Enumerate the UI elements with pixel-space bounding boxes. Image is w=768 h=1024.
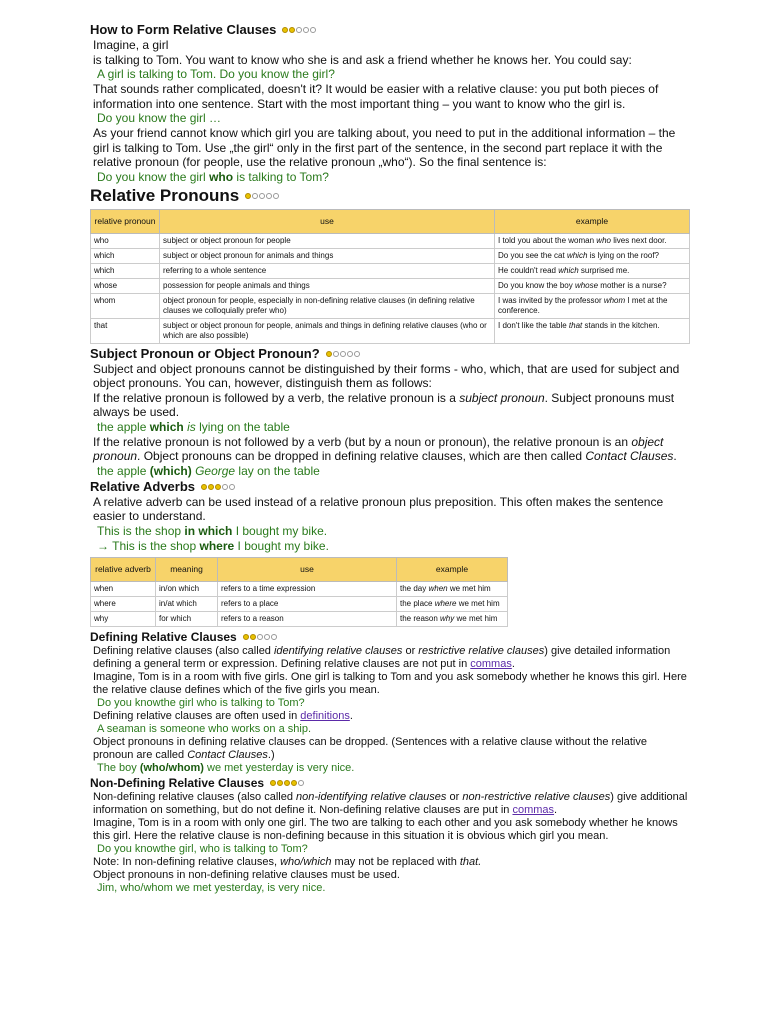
use-cell: object pronoun for people, especially in non-defining relative clauses (in defining relative clauses we colloquially prefer who) xyxy=(160,293,495,318)
table-header: use xyxy=(160,209,495,233)
example-cell: I told you about the woman who lives next door. xyxy=(495,233,690,248)
rating-dot-icon xyxy=(326,351,332,357)
paragraph: Imagine, Tom is in a room with five girls. One girl is talking to Tom and you ask somebody whether he knows this girl. Here the relative clause defines which of the five girls you mean. xyxy=(93,670,687,696)
paragraph: Object pronouns in non-defining relative clauses must be used. xyxy=(93,868,400,881)
table-header: relative pronoun xyxy=(91,209,160,233)
use-cell: referring to a whole sentence xyxy=(160,263,495,278)
rating-dot-icon xyxy=(208,484,214,490)
table-header: relative adverb xyxy=(91,557,156,581)
commas-link[interactable]: commas xyxy=(470,657,512,670)
heading-text: Relative Adverbs xyxy=(90,478,196,494)
pronoun-cell: that xyxy=(91,318,160,343)
difficulty-rating-icon xyxy=(326,351,360,357)
heading-text: Relative Pronouns xyxy=(90,185,240,205)
table-header: example xyxy=(495,209,690,233)
example-sentence: Do you know the girl … xyxy=(97,111,222,125)
rating-dot-icon xyxy=(271,634,277,640)
rating-dot-icon xyxy=(282,27,288,33)
example-cell: I don't like the table that stands in the kitchen. xyxy=(495,318,690,343)
rating-dot-icon xyxy=(252,193,258,199)
rating-dot-icon xyxy=(264,634,270,640)
table-header: meaning xyxy=(156,557,218,581)
example-sentence: Do you know the girl who is talking to Tom? xyxy=(97,169,329,184)
example-cell: the reason why we met him xyxy=(397,611,508,626)
rating-dot-icon xyxy=(266,193,272,199)
rating-dot-icon xyxy=(333,351,339,357)
pronoun-cell: which xyxy=(91,263,160,278)
rating-dot-icon xyxy=(229,484,235,490)
paragraph: Note: In non-defining relative clauses, who/which may not be replaced with that. xyxy=(93,855,482,868)
difficulty-rating-icon xyxy=(282,27,316,33)
section-title-subject-object xyxy=(90,346,690,362)
rating-dot-icon xyxy=(222,484,228,490)
rating-dot-icon xyxy=(250,634,256,640)
paragraph: Defining relative clauses are often used in definitions. xyxy=(93,709,353,722)
relative-adverbs-table xyxy=(90,557,508,627)
commas-link[interactable]: commas xyxy=(512,803,555,816)
example-sentence: A girl is talking to Tom. Do you know the girl? xyxy=(97,67,335,81)
example-sentence: A seaman is someone who works on a ship. xyxy=(97,722,312,735)
adverb-cell: where xyxy=(91,596,156,611)
paragraph: is talking to Tom. You want to know who she is and ask a friend whether he knows her. You could say: xyxy=(93,52,632,67)
rating-dot-icon xyxy=(201,484,207,490)
table-row xyxy=(91,278,690,293)
section-title-how-to-form xyxy=(90,22,690,38)
rating-dot-icon xyxy=(257,634,263,640)
rating-dot-icon xyxy=(310,27,316,33)
section-title-defining xyxy=(90,629,690,645)
table-header: example xyxy=(397,557,508,581)
adverb-cell: when xyxy=(91,581,156,596)
table-row xyxy=(91,263,690,278)
table-row xyxy=(91,611,508,626)
paragraph: Non-defining relative clauses (also called non-identifying relative clauses or non-restrictive relative clauses) give additional information on something, but do not define it. Non-defining relative clauses are put in commas. xyxy=(93,790,688,816)
meaning-cell: for which xyxy=(156,611,218,626)
meaning-cell: in/at which xyxy=(156,596,218,611)
example-cell: Do you see the cat which is lying on the roof? xyxy=(495,248,690,263)
example-sentence: the apple (which) George lay on the table xyxy=(97,463,320,478)
paragraph: Imagine, a girl xyxy=(93,38,169,52)
rating-dot-icon xyxy=(215,484,221,490)
heading-text: Non-Defining Relative Clauses xyxy=(90,775,265,790)
section-title-relative-pronouns xyxy=(90,186,690,206)
rating-dot-icon xyxy=(298,780,304,786)
table-row xyxy=(91,248,690,263)
difficulty-rating-icon xyxy=(245,193,279,199)
paragraph: Defining relative clauses (also called identifying relative clauses or restrictive relative clauses) give detailed information defining a general term or expression. Defining relative clauses are not put in commas. xyxy=(93,644,671,670)
rating-dot-icon xyxy=(354,351,360,357)
section-title-non-defining xyxy=(90,775,690,791)
pronoun-cell: who xyxy=(91,233,160,248)
use-cell: refers to a reason xyxy=(218,611,397,626)
rating-dot-icon xyxy=(291,780,297,786)
use-cell: refers to a time expression xyxy=(218,581,397,596)
table-header: use xyxy=(218,557,397,581)
example-sentence: Do you knowthe girl, who is talking to Tom? xyxy=(97,842,308,855)
pronoun-cell: whom xyxy=(91,293,160,318)
rating-dot-icon xyxy=(270,780,276,786)
difficulty-rating-icon xyxy=(270,780,304,786)
table-row xyxy=(91,581,508,596)
example-sentence: Do you knowthe girl who is talking to Tom? xyxy=(97,696,305,709)
example-cell: the day when we met him xyxy=(397,581,508,596)
use-cell: subject or object pronoun for animals and things xyxy=(160,248,495,263)
example-cell: He couldn't read which surprised me. xyxy=(495,263,690,278)
rating-dot-icon xyxy=(347,351,353,357)
paragraph: That sounds rather complicated, doesn't it? It would be easier with a relative clause: you put both pieces of information into one sentence. Start with the most important thing – you want to know who the girl is. xyxy=(93,82,659,111)
paragraph: Object pronouns in defining relative clauses can be dropped. (Sentences with a relative clause without the relative pronoun are called Contact Clauses.) xyxy=(93,735,647,761)
relative-pronouns-table xyxy=(90,209,690,344)
table-row xyxy=(91,293,690,318)
rating-dot-icon xyxy=(259,193,265,199)
heading-text: Defining Relative Clauses xyxy=(90,629,237,644)
paragraph: Imagine, Tom is in a room with only one girl. The two are talking to each other and you ask somebody whether he knows this girl. Here the relative clause is non-defining because in this situation it is obvious which girl you mean. xyxy=(93,816,678,842)
document-page xyxy=(90,22,690,895)
difficulty-rating-icon xyxy=(201,484,235,490)
paragraph: Subject and object pronouns cannot be distinguished by their forms - who, which, that are used for subject and object pronouns. You can, however, distinguish them as follows: xyxy=(93,361,680,390)
rating-dot-icon xyxy=(340,351,346,357)
example-sentence: The boy (who/whom) we met yesterday is very nice. xyxy=(97,761,355,774)
section-title-relative-adverbs xyxy=(90,479,690,495)
pronoun-cell: which xyxy=(91,248,160,263)
example-sentence: This is the shop in which I bought my bike. xyxy=(97,523,328,538)
adverb-cell: why xyxy=(91,611,156,626)
rating-dot-icon xyxy=(243,634,249,640)
pronoun-cell: whose xyxy=(91,278,160,293)
example-cell: Do you know the boy whose mother is a nurse? xyxy=(495,278,690,293)
use-cell: refers to a place xyxy=(218,596,397,611)
heading-text: How to Form Relative Clauses xyxy=(90,22,277,37)
rating-dot-icon xyxy=(273,193,279,199)
rating-dot-icon xyxy=(303,27,309,33)
rating-dot-icon xyxy=(284,780,290,786)
definitions-link[interactable]: definitions xyxy=(300,709,350,722)
rating-dot-icon xyxy=(296,27,302,33)
use-cell: subject or object pronoun for people, animals and things in defining relative clauses (who or which are also possible) xyxy=(160,318,495,343)
rating-dot-icon xyxy=(245,193,251,199)
paragraph: A relative adverb can be used instead of a relative pronoun plus preposition. This often makes the sentence easier to understand. xyxy=(93,494,664,523)
example-cell: I was invited by the professor whom I met at the conference. xyxy=(495,293,690,318)
rating-dot-icon xyxy=(289,27,295,33)
heading-text: Subject Pronoun or Object Pronoun? xyxy=(90,345,320,361)
paragraph: If the relative pronoun is followed by a verb, the relative pronoun is a subject pronoun. Subject pronouns must always be used. xyxy=(93,390,675,419)
meaning-cell: in/on which xyxy=(156,581,218,596)
table-row xyxy=(91,596,508,611)
example-sentence: the apple which is lying on the table xyxy=(97,419,290,434)
rating-dot-icon xyxy=(277,780,283,786)
table-row xyxy=(91,233,690,248)
use-cell: subject or object pronoun for people xyxy=(160,233,495,248)
example-sentence: Jim, who/whom we met yesterday, is very nice. xyxy=(97,881,326,894)
difficulty-rating-icon xyxy=(243,634,277,640)
paragraph: As your friend cannot know which girl you are talking about, you need to put in the additional information – the girl is talking to Tom. Use „the girl“ only in the first part of the sentence, in the second part replace it with the relative pronoun (for people, use the relative pronoun „who“). So the final sentence is: xyxy=(93,126,676,169)
example-sentence: → This is the shop where I bought my bike. xyxy=(97,538,329,553)
paragraph: If the relative pronoun is not followed by a verb (but by a noun or pronoun), the relative pronoun is an object pronoun. Object pronouns can be dropped in defining relative clauses, which are then called Contact Clauses. xyxy=(93,434,677,463)
use-cell: possession for people animals and things xyxy=(160,278,495,293)
table-row xyxy=(91,318,690,343)
example-cell: the place where we met him xyxy=(397,596,508,611)
